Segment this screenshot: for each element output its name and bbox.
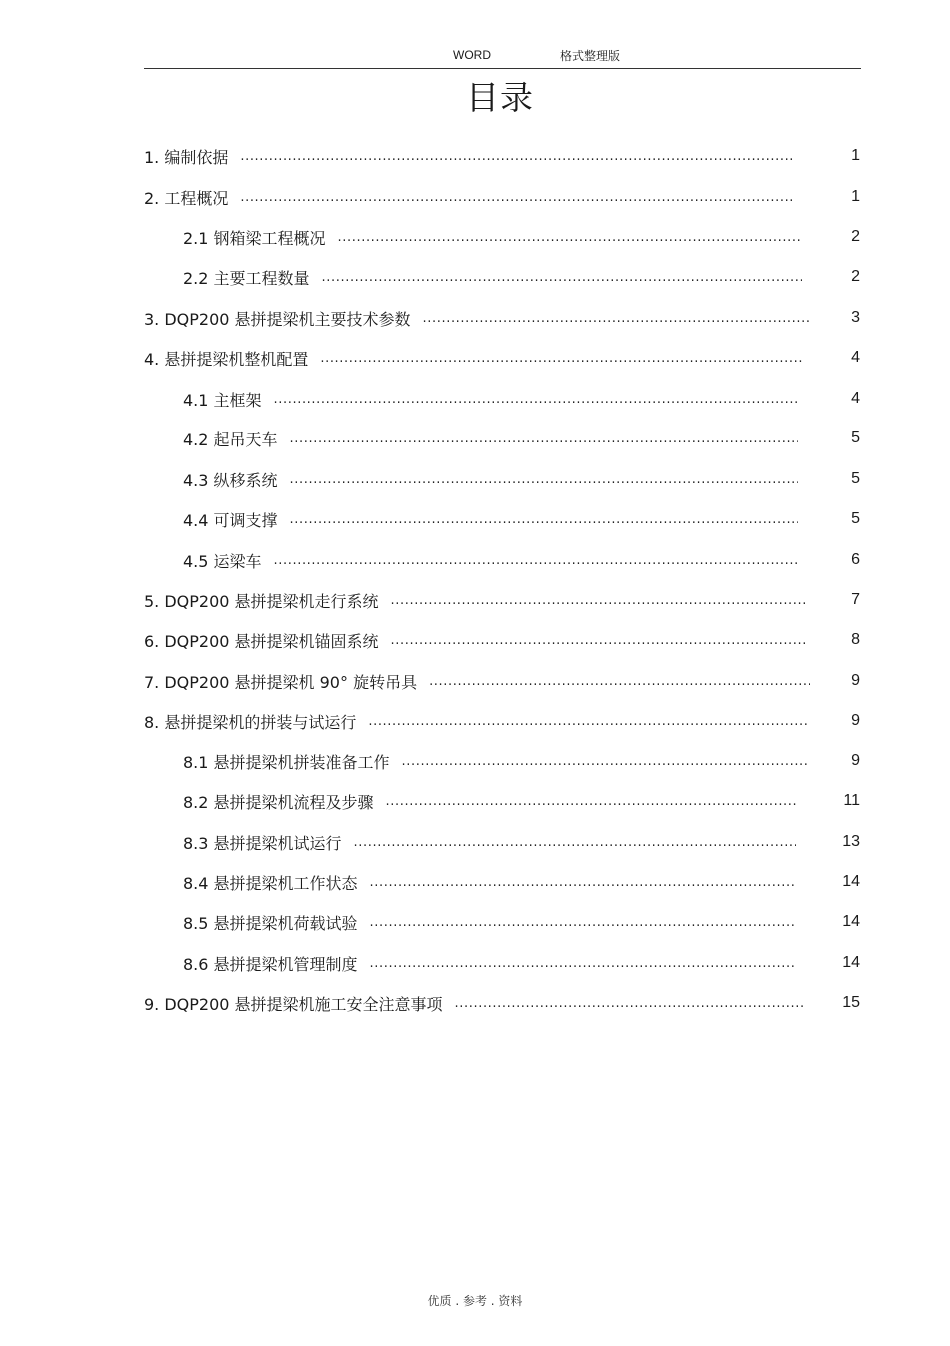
toc-entry-label: 4.4 可调支撑 bbox=[183, 510, 278, 530]
toc-page-number: 1 bbox=[851, 188, 860, 205]
toc-page-number: 14 bbox=[842, 873, 860, 890]
toc-entry[interactable] bbox=[144, 992, 814, 1014]
toc-page-number: 13 bbox=[842, 833, 860, 850]
toc-entry-label: 8.6 悬拼提梁机管理制度 bbox=[183, 954, 358, 974]
toc-entry[interactable] bbox=[183, 266, 812, 288]
toc-entry[interactable] bbox=[144, 186, 805, 208]
toc-dot-leader bbox=[354, 831, 796, 853]
toc-page-number: 2 bbox=[851, 268, 860, 285]
toc-dot-leader bbox=[290, 427, 798, 449]
toc-entry[interactable] bbox=[183, 549, 808, 571]
toc-dot-leader bbox=[290, 468, 798, 490]
toc-page-number: 4 bbox=[851, 390, 860, 407]
header-word: WORD bbox=[453, 48, 491, 62]
toc-entry-label: 2. 工程概况 bbox=[144, 188, 229, 208]
toc-dot-leader bbox=[320, 347, 802, 369]
toc-entry-label: 8.5 悬拼提梁机荷载试验 bbox=[183, 913, 358, 933]
toc-page-number: 11 bbox=[843, 792, 860, 809]
toc-dot-leader bbox=[368, 710, 808, 732]
toc-entry-label: 4.1 主框架 bbox=[183, 390, 262, 410]
page-title: 目录 bbox=[466, 78, 534, 117]
toc-dot-leader bbox=[240, 145, 795, 167]
toc-entry[interactable] bbox=[183, 790, 808, 812]
toc-entry[interactable] bbox=[144, 710, 818, 732]
toc-entry[interactable] bbox=[183, 427, 808, 449]
toc-dot-leader bbox=[274, 388, 798, 410]
toc-page-number: 9 bbox=[851, 672, 860, 689]
toc-entry[interactable] bbox=[183, 508, 808, 530]
toc-dot-leader bbox=[391, 589, 808, 611]
toc-entry-label: 4. 悬拼提梁机整机配置 bbox=[144, 349, 309, 369]
toc-entry[interactable] bbox=[183, 911, 806, 933]
toc-dot-leader bbox=[240, 186, 795, 208]
toc-entry-label: 3. DQP200 悬拼提梁机主要技术参数 bbox=[144, 309, 411, 329]
toc-entry[interactable] bbox=[183, 388, 808, 410]
toc-dot-leader bbox=[455, 992, 804, 1014]
page-header bbox=[144, 46, 861, 69]
toc-entry-label: 6. DQP200 悬拼提梁机锚固系统 bbox=[144, 631, 379, 651]
toc-page-number: 9 bbox=[851, 752, 860, 769]
toc-entry[interactable] bbox=[183, 468, 808, 490]
toc-entry-label: 8. 悬拼提梁机的拼装与试运行 bbox=[144, 712, 357, 732]
toc-entry-label: 9. DQP200 悬拼提梁机施工安全注意事项 bbox=[144, 994, 443, 1014]
toc-entry[interactable] bbox=[183, 750, 818, 772]
toc-page-number: 5 bbox=[851, 470, 860, 487]
toc-dot-leader bbox=[338, 226, 802, 248]
toc-entry-label: 1. 编制依据 bbox=[144, 147, 229, 167]
toc-entry[interactable] bbox=[144, 670, 820, 692]
toc-entry-label: 4.2 起吊天车 bbox=[183, 429, 278, 449]
toc-entry[interactable] bbox=[144, 145, 805, 167]
toc-entry[interactable] bbox=[144, 629, 818, 651]
toc-page-number: 1 bbox=[851, 147, 860, 164]
toc-entry-label: 4.5 运梁车 bbox=[183, 551, 262, 571]
header-format-label: 格式整理版 bbox=[560, 49, 621, 63]
toc-entry[interactable] bbox=[183, 952, 806, 974]
toc-entry-label: 8.2 悬拼提梁机流程及步骤 bbox=[183, 792, 374, 812]
toc-page-number: 2 bbox=[851, 228, 860, 245]
toc-page-number: 15 bbox=[842, 994, 860, 1011]
toc-dot-leader bbox=[274, 549, 798, 571]
toc-dot-leader bbox=[370, 911, 796, 933]
toc-page-number: 3 bbox=[851, 309, 860, 326]
toc-dot-leader bbox=[391, 629, 808, 651]
toc-dot-leader bbox=[322, 266, 802, 288]
toc-entry[interactable] bbox=[183, 831, 806, 853]
toc-entry-label: 8.4 悬拼提梁机工作状态 bbox=[183, 873, 358, 893]
toc-dot-leader bbox=[370, 952, 796, 974]
toc-entry[interactable] bbox=[183, 871, 806, 893]
toc-entry-label: 8.1 悬拼提梁机拼装准备工作 bbox=[183, 752, 390, 772]
toc-entry-label: 2.2 主要工程数量 bbox=[183, 268, 310, 288]
toc-entry-label: 5. DQP200 悬拼提梁机走行系统 bbox=[144, 591, 379, 611]
toc-entry[interactable] bbox=[144, 347, 812, 369]
toc-entry[interactable] bbox=[183, 226, 812, 248]
toc-page-number: 5 bbox=[851, 429, 860, 446]
toc-dot-leader bbox=[290, 508, 798, 530]
toc-dot-leader bbox=[370, 871, 796, 893]
toc-entry[interactable] bbox=[144, 589, 818, 611]
toc-entry[interactable] bbox=[144, 307, 820, 329]
toc-page-number: 9 bbox=[851, 712, 860, 729]
toc-dot-leader bbox=[423, 307, 810, 329]
toc-page-number: 6 bbox=[851, 551, 860, 568]
page-footer: 优质 . 参考 . 资料 bbox=[427, 1294, 523, 1308]
toc-page-number: 7 bbox=[851, 591, 860, 608]
toc-dot-leader bbox=[386, 790, 798, 812]
toc-dot-leader bbox=[402, 750, 808, 772]
toc-page-number: 8 bbox=[851, 631, 860, 648]
toc-entry-label: 4.3 纵移系统 bbox=[183, 470, 278, 490]
toc-dot-leader bbox=[429, 670, 810, 692]
toc-page-number: 14 bbox=[842, 913, 860, 930]
toc-page-number: 14 bbox=[842, 954, 860, 971]
toc-entry-label: 8.3 悬拼提梁机试运行 bbox=[183, 833, 342, 853]
toc-page-number: 5 bbox=[851, 510, 860, 527]
toc-entry-label: 7. DQP200 悬拼提梁机 90° 旋转吊具 bbox=[144, 672, 418, 692]
toc-page-number: 4 bbox=[851, 349, 860, 366]
toc-entry-label: 2.1 钢箱梁工程概况 bbox=[183, 228, 326, 248]
